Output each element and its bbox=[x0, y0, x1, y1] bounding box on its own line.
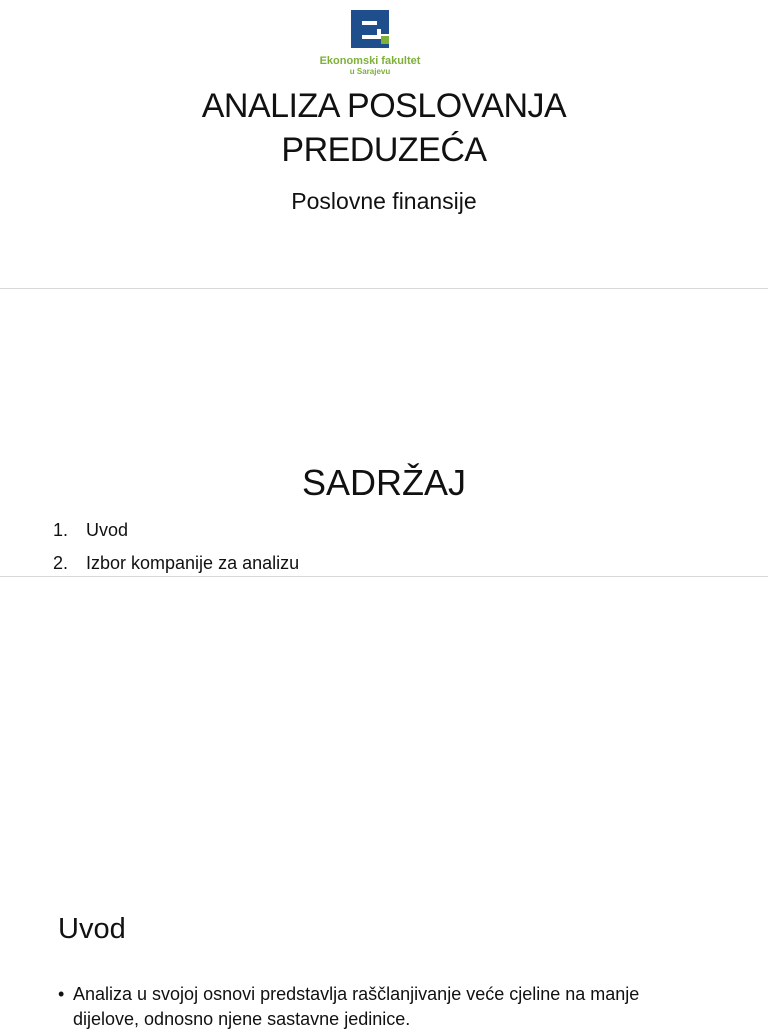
intro-heading: Uvod bbox=[58, 913, 126, 945]
presentation-title-line-2: PREDUZEĆA bbox=[281, 131, 487, 169]
bullet-icon: • bbox=[58, 984, 65, 1004]
intro-slide bbox=[0, 576, 768, 1029]
list-item-number: 2. bbox=[53, 552, 69, 573]
bullet-point bbox=[58, 982, 678, 1032]
bullet-text: Analiza u svojoj osnovi predstavlja raščlanjivanje veće cjeline na manje dijelove, odnosno njene sastavne jedinice. bbox=[73, 984, 640, 1029]
faculty-logo bbox=[318, 7, 422, 77]
presentation-subtitle: Poslovne finansije bbox=[291, 188, 477, 214]
title-slide bbox=[0, 0, 768, 288]
logo-text-faculty: Ekonomski fakultet bbox=[319, 55, 421, 67]
logo-text-city: u Sarajevu bbox=[349, 67, 391, 76]
list-item bbox=[0, 515, 768, 548]
presentation-title-line-1: ANALIZA POSLOVANJA bbox=[201, 87, 567, 125]
list-item-label: Uvod bbox=[86, 520, 129, 540]
presentation-title bbox=[40, 84, 728, 172]
list-item-number: 1. bbox=[53, 520, 69, 540]
contents-slide bbox=[0, 288, 768, 577]
contents-heading: SADRŽAJ bbox=[301, 462, 467, 503]
faculty-logo-mark-icon bbox=[351, 10, 389, 48]
list-item-label: Izbor kompanije za analizu bbox=[86, 552, 300, 573]
